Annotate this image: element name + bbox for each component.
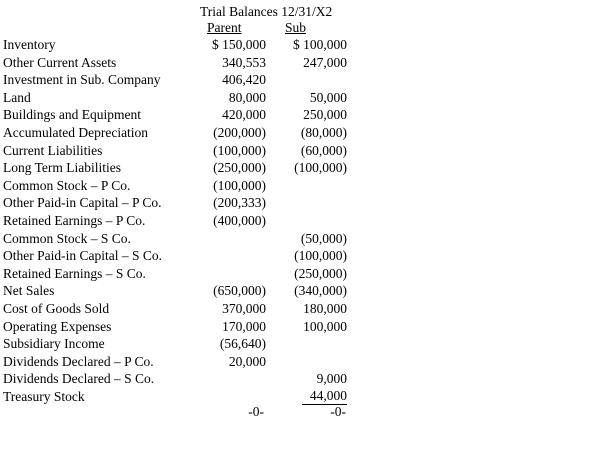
table-row <box>0 71 360 89</box>
table-row <box>0 177 360 195</box>
table-row <box>0 106 360 124</box>
sub-amount: (80,000) <box>300 124 347 140</box>
sub-amount: 180,000 <box>303 300 347 316</box>
account-label: Subsidiary Income <box>3 336 105 352</box>
table-row <box>0 335 360 353</box>
total-parent: -0- <box>248 404 264 419</box>
table-row <box>0 265 360 283</box>
account-label: Retained Earnings – P Co. <box>3 212 146 228</box>
sub-amount: $ 100,000 <box>293 37 347 52</box>
parent-amount: (650,000) <box>213 283 266 299</box>
account-label: Inventory <box>3 37 56 52</box>
parent-amount: (200,000) <box>213 124 266 140</box>
sub-amount: 247,000 <box>303 54 347 70</box>
table-row <box>0 318 360 336</box>
table-row <box>0 247 360 265</box>
parent-amount: 406,420 <box>222 72 266 88</box>
sub-amount: (60,000) <box>300 142 347 158</box>
parent-amount: 80,000 <box>228 89 266 105</box>
account-label: Operating Expenses <box>3 318 112 334</box>
table-row <box>0 159 360 177</box>
trial-balance-rows <box>0 36 360 405</box>
sub-amount: 44,000 <box>302 388 347 405</box>
parent-amount: (100,000) <box>213 142 266 158</box>
sub-amount: (340,000) <box>294 283 347 299</box>
total-sub: -0- <box>330 404 346 419</box>
account-label: Dividends Declared – S Co. <box>3 371 155 387</box>
table-row <box>0 282 360 300</box>
account-label: Common Stock – P Co. <box>3 177 131 193</box>
account-label: Common Stock – S Co. <box>3 230 131 246</box>
parent-amount: 170,000 <box>222 318 266 334</box>
sub-amount: (100,000) <box>294 160 347 176</box>
sub-amount: (100,000) <box>294 248 347 264</box>
table-row <box>0 230 360 248</box>
parent-amount: (250,000) <box>213 160 266 176</box>
sub-amount: 50,000 <box>309 89 347 105</box>
account-label: Retained Earnings – S Co. <box>3 265 146 281</box>
table-row <box>0 36 360 54</box>
account-label: Investment in Sub. Company <box>3 72 161 88</box>
sub-amount: (50,000) <box>300 230 347 246</box>
totals-row <box>0 403 360 421</box>
account-label: Other Current Assets <box>3 54 117 70</box>
account-label: Buildings and Equipment <box>3 107 141 123</box>
parent-amount: (100,000) <box>213 177 266 193</box>
parent-amount: $ 150,000 <box>212 37 266 52</box>
sub-amount: (250,000) <box>294 265 347 281</box>
table-row <box>0 54 360 72</box>
table-row <box>0 212 360 230</box>
account-label: Cost of Goods Sold <box>3 300 110 316</box>
parent-amount: (56,640) <box>219 336 266 352</box>
parent-amount: 20,000 <box>228 353 266 369</box>
account-label: Accumulated Depreciation <box>3 124 149 140</box>
parent-amount: 370,000 <box>222 300 266 316</box>
column-header-parent: Parent <box>207 20 242 35</box>
table-title: Trial Balances 12/31/X2 <box>200 4 333 19</box>
table-row <box>0 124 360 142</box>
parent-amount: (200,333) <box>213 195 266 211</box>
account-label: Treasury Stock <box>3 388 85 404</box>
sub-amount: 100,000 <box>303 318 347 334</box>
table-row <box>0 300 360 318</box>
account-label: Other Paid-in Capital – S Co. <box>3 248 162 264</box>
table-row <box>0 142 360 160</box>
account-label: Net Sales <box>3 283 55 299</box>
account-label: Long Term Liabilities <box>3 160 122 176</box>
account-label: Current Liabilities <box>3 142 103 158</box>
parent-amount: (400,000) <box>213 212 266 228</box>
table-row <box>0 353 360 371</box>
column-header-sub: Sub <box>285 20 307 35</box>
parent-amount: 340,553 <box>222 54 266 70</box>
table-row <box>0 194 360 212</box>
sub-amount: 250,000 <box>303 107 347 123</box>
account-label: Land <box>3 89 31 105</box>
table-row <box>0 89 360 107</box>
parent-amount: 420,000 <box>222 107 266 123</box>
sub-amount: 9,000 <box>316 371 347 387</box>
account-label: Dividends Declared – P Co. <box>3 353 154 369</box>
table-row <box>0 370 360 388</box>
account-label: Other Paid-in Capital – P Co. <box>3 195 162 211</box>
